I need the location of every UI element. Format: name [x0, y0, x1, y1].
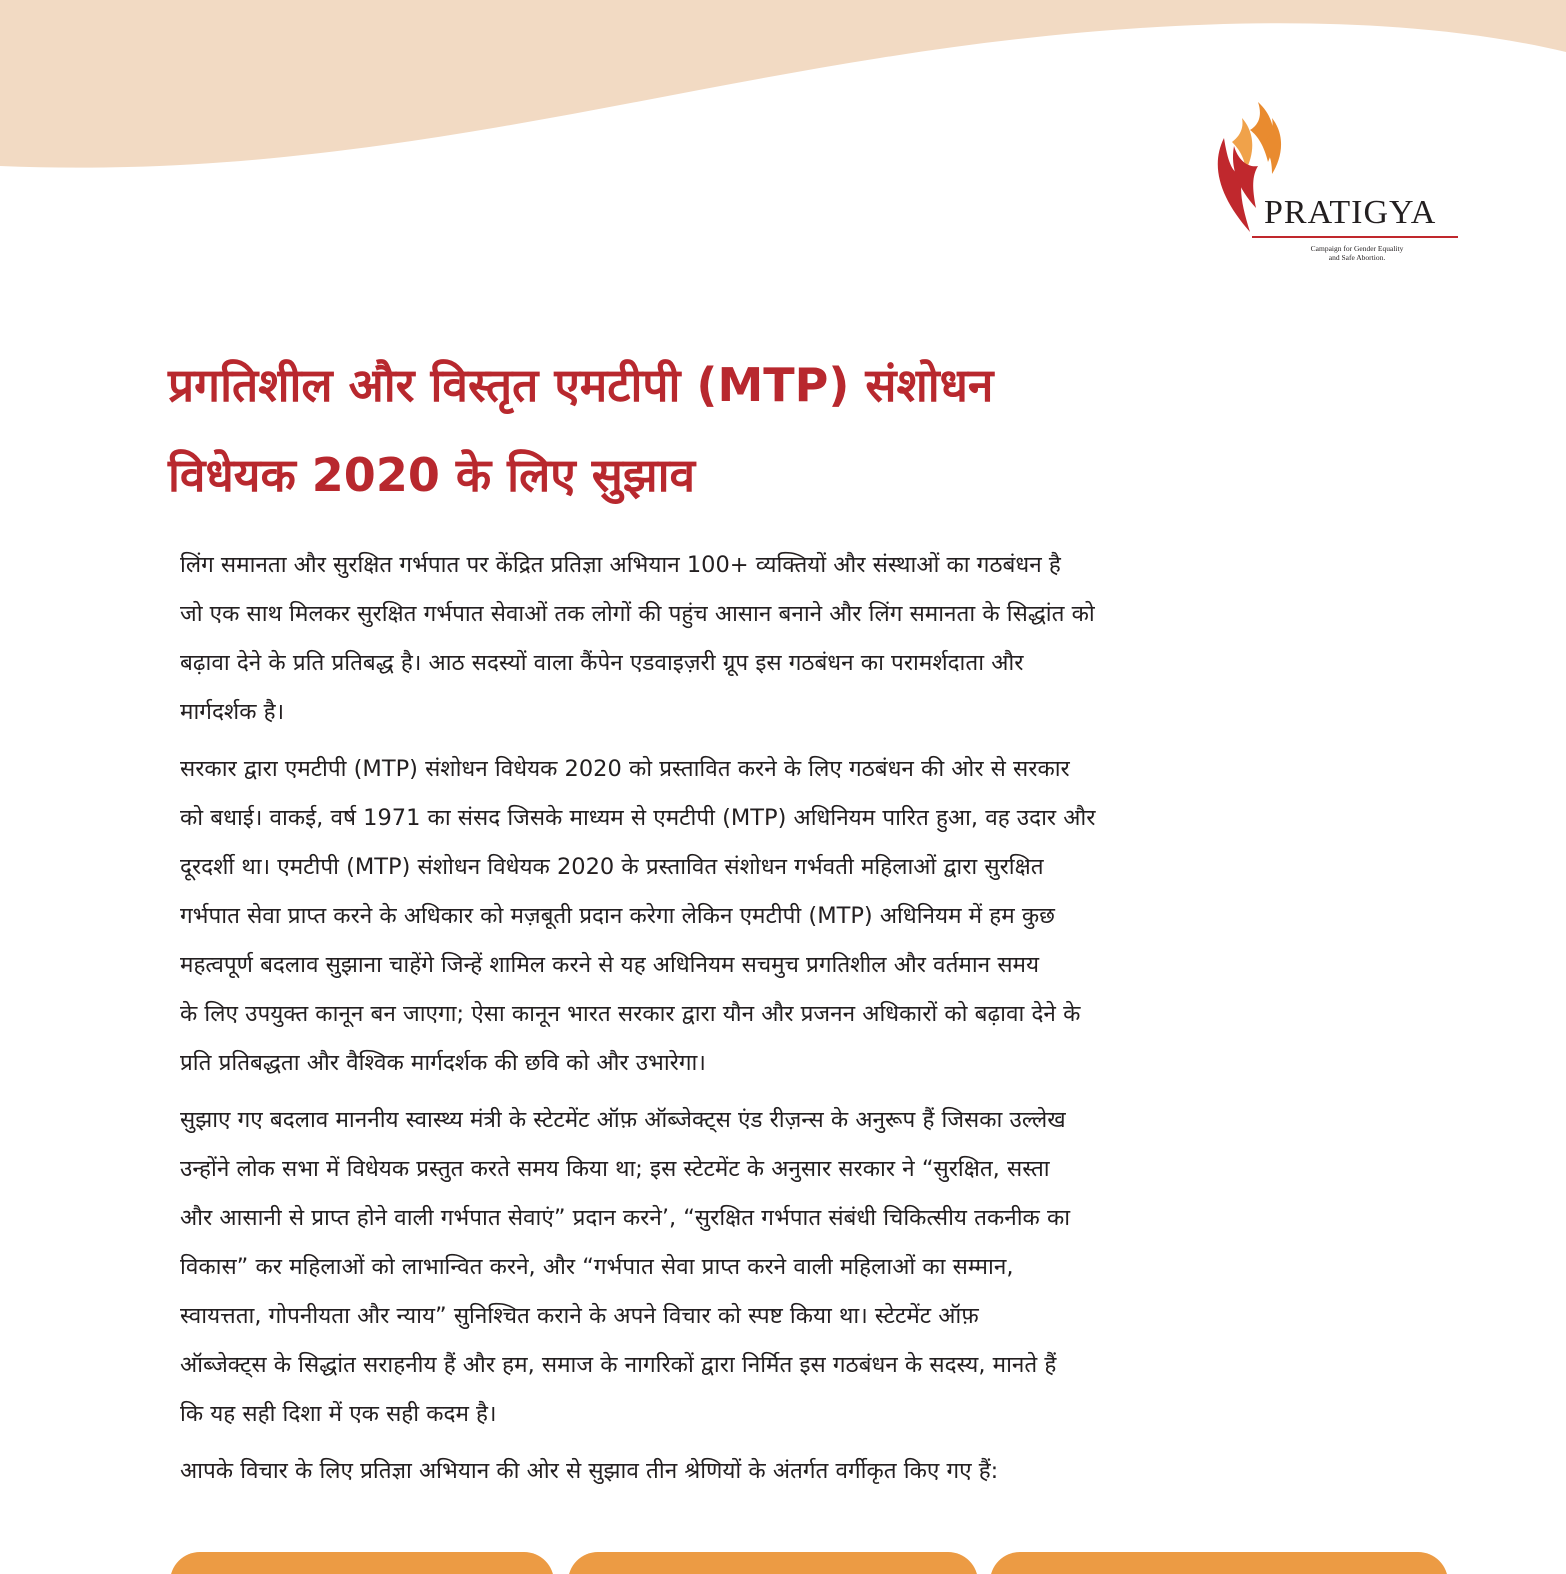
body-text — [180, 541, 1440, 1504]
text-line: जो एक साथ मिलकर सुरक्षित गर्भपात सेवाओं तक लोगों की पहुंच आसान बनाने और लिंग समानता के सिद्धांत को — [180, 601, 1095, 627]
category-tab-2 — [568, 1552, 978, 1574]
text-line: स्वायत्तता, गोपनीयता और न्याय” सुनिश्चित कराने के अपने विचार को स्पष्ट किया था। स्टेटमेंट ऑफ़ — [180, 1303, 979, 1329]
logo-underline — [1252, 236, 1458, 238]
text-line: विकास” कर महिलाओं को लाभान्वित करने, और “गर्भपात सेवा प्राप्त करने वाली महिलाओं का सम्मान, — [180, 1254, 1014, 1280]
category-tab-3 — [990, 1552, 1448, 1574]
text-line: सरकार द्वारा एमटीपी (MTP) संशोधन विधेयक 2020 को प्रस्तावित करने के लिए गठबंधन की ओर से सरकार — [180, 756, 1070, 782]
text-line: प्रति प्रतिबद्धता और वैश्विक मार्गदर्शक की छवि को और उभारेगा। — [180, 1050, 706, 1076]
page-title — [168, 340, 1438, 520]
category-tabs — [170, 1552, 1440, 1574]
text-line: और आसानी से प्राप्त होने वाली गर्भपात सेवाएं” प्रदान करने’, “सुरक्षित गर्भपात संबंधी चिकित्सीय तकनीक का — [180, 1205, 1071, 1231]
text-line: महत्वपूर्ण बदलाव सुझाना चाहेंगे जिन्हें शामिल करने से यह अधिनियम सचमुच प्रगतिशील और वर्तमान समय — [180, 952, 1040, 978]
text-line: सुझाए गए बदलाव माननीय स्वास्थ्य मंत्री के स्टेटमेंट ऑफ़ ऑब्जेक्ट्स एंड रीज़न्स के अनुरूप हैं जिसका उल्लेख — [180, 1107, 1066, 1133]
text-line: आपके विचार के लिए प्रतिज्ञा अभियान की ओर से सुझाव तीन श्रेणियों के अंतर्गत वर्गीकृत किए गए हैं: — [180, 1458, 999, 1484]
paragraph-congratulations — [180, 745, 1440, 1088]
text-line: ऑब्जेक्ट्स के सिद्धांत सराहनीय हैं और हम, समाज के नागरिकों द्वारा निर्मित इस गठबंधन के सदस्य, मानते हैं — [180, 1352, 1057, 1378]
page-title-line1: प्रगतिशील और विस्तृत एमटीपी (MTP) संशोधन — [168, 358, 994, 412]
paragraph-intro — [180, 541, 1440, 737]
pratigya-logo — [1212, 96, 1462, 276]
paragraph-categories — [180, 1447, 1440, 1496]
text-line: दूरदर्शी था। एमटीपी (MTP) संशोधन विधेयक 2020 के प्रस्तावित संशोधन गर्भवती महिलाओं द्वारा सुरक्षित — [180, 854, 1044, 880]
logo-tagline — [1272, 244, 1442, 262]
text-line: लिंग समानता और सुरक्षित गर्भपात पर केंद्रित प्रतिज्ञा अभियान 100+ व्यक्तियों और संस्थाओं का गठबंधन है — [180, 552, 1061, 578]
category-tab-1 — [170, 1552, 554, 1574]
logo-tagline-line1: Campaign for Gender Equality — [1310, 244, 1404, 253]
logo-tagline-line2: and Safe Abortion. — [1328, 253, 1386, 262]
logo-wordmark: PRATIGYA — [1264, 194, 1437, 231]
text-line: उन्होंने लोक सभा में विधेयक प्रस्तुत करते समय किया था; इस स्टेटमेंट के अनुसार सरकार ने “सुरक्षित, सस्ता — [180, 1156, 1050, 1182]
text-line: के लिए उपयुक्त कानून बन जाएगा; ऐसा कानून भारत सरकार द्वारा यौन और प्रजनन अधिकारों को बढ़ावा देने के — [180, 1001, 1081, 1027]
text-line: मार्गदर्शक है। — [180, 699, 285, 725]
paragraph-statement — [180, 1096, 1440, 1439]
text-line: गर्भपात सेवा प्राप्त करने के अधिकार को मज़बूती प्रदान करेगा लेकिन एमटीपी (MTP) अधिनियम में हम कुछ — [180, 903, 1055, 929]
page-title-line2: विधेयक 2020 के लिए सुझाव — [168, 448, 696, 502]
text-line: कि यह सही दिशा में एक सही कदम है। — [180, 1401, 497, 1427]
text-line: को बधाई। वाकई, वर्ष 1971 का संसद जिसके माध्यम से एमटीपी (MTP) अधिनियम पारित हुआ, वह उदार और — [180, 805, 1096, 831]
text-line: बढ़ावा देने के प्रति प्रतिबद्ध है। आठ सदस्यों वाला कैंपेन एडवाइज़री ग्रूप इस गठबंधन का परामर्शदाता और — [180, 650, 1024, 676]
